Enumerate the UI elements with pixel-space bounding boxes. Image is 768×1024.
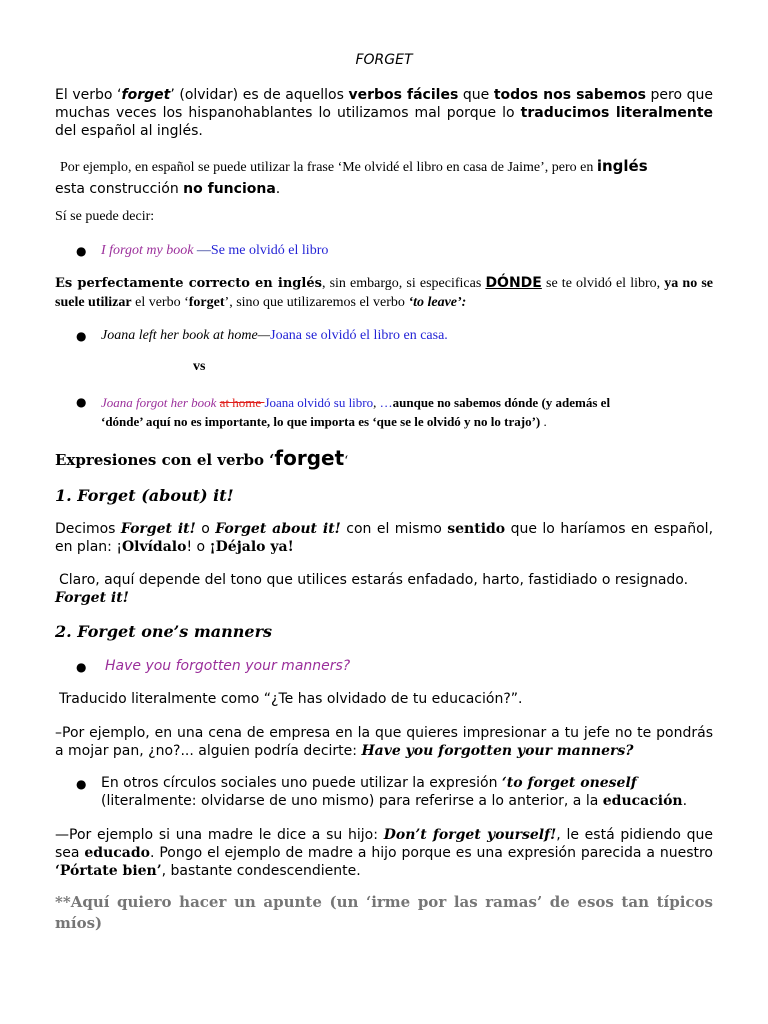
bullet-item-4: Have you forgotten your manners? (105, 658, 351, 674)
bullet-item-2: Joana left her book at home—Joana se olvidó el libro en casa. (101, 328, 448, 343)
madre-paragraph: —Por ejemplo si una madre le dice a su hijo: Don’t forget yourself!, le está pidiendo que sea educado. Pongo el ejemplo de madre a hijo porque es una expresión parecida a nuestro ‘Pórtate bien’, bastante condescendiente. (55, 827, 714, 879)
bullet-item-1: I forgot my book —Se me olvidó el libro (101, 243, 329, 258)
bullet-dot-3: ● (76, 395, 87, 409)
claro-paragraph: Claro, aquí depende del tono que utilices estarás enfadado, harto, fastidiado o resignado. Forget it! (55, 572, 689, 606)
expresiones-heading: Expresiones con el verbo ‘forget‘ (55, 446, 349, 470)
bullet-dot-1: ● (76, 244, 87, 258)
decimos-paragraph: Decimos Forget it! o Forget about it! con el mismo sentido que lo haríamos en español, en plan: ¡Olvídalo! o ¡Déjalo ya! (55, 521, 714, 555)
perfect-paragraph: Es perfectamente correcto en inglés, sin embargo, si especificas DÓNDE se te olvidó el libro, ya no se suele utilizar el verbo ‘forget’, sino que utilizaremos el verbo ‘to leave’: (55, 275, 714, 310)
bullet-dot-2: ● (76, 329, 87, 343)
heading-forget-manners: 2. Forget one’s manners (55, 622, 272, 641)
heading-forget-about-it: 1. Forget (about) it! (55, 486, 234, 505)
cena-paragraph: –Por ejemplo, en una cena de empresa en la que quieres impresionar a tu jefe no te pondrás a mojar pan, ¿no?... alguien podría decirte: Have you forgotten your manners? (55, 725, 713, 759)
bullet-item-5: En otros círculos sociales uno puede utilizar la expresión ‘to forget oneself (literalmente: olvidarse de uno mismo) para referirse a lo anterior, a la educación. (101, 775, 688, 809)
traducido-text: Traducido literalmente como “¿Te has olvidado de tu educación?”. (59, 691, 523, 707)
title-text: FORGET (355, 52, 413, 68)
example-paragraph: Por ejemplo, en español se puede utilizar la frase ‘Me olvidé el libro en casa de Jaime’, pero en inglés esta construcción no funciona. (55, 157, 648, 197)
bullet-dot-4: ● (76, 660, 87, 674)
si-se-puede-text: Sí se puede decir: (55, 209, 155, 224)
vs-label: vs (193, 359, 206, 374)
bullet-item-3: Joana forgot her book at home Joana olvidó su libro, …aunque no sabemos dónde (y además el ‘dónde’ aquí no es importante, lo que importa es ‘que se le olvidó y no lo trajo’) . (101, 395, 611, 429)
intro-paragraph: El verbo ‘forget’ (olvidar) es de aquellos verbos fáciles que todos nos sabemos pero que muchas veces los hispanohablantes lo utilizamos mal porque lo traducimos literalmente del español al inglés. (55, 87, 714, 139)
bullet-dot-5: ● (76, 777, 87, 791)
page-title (0, 52, 768, 68)
apunte-paragraph: **Aquí quiero hacer un apunte (un ‘irme por las ramas’ de esos tan típicos míos) (55, 893, 713, 932)
